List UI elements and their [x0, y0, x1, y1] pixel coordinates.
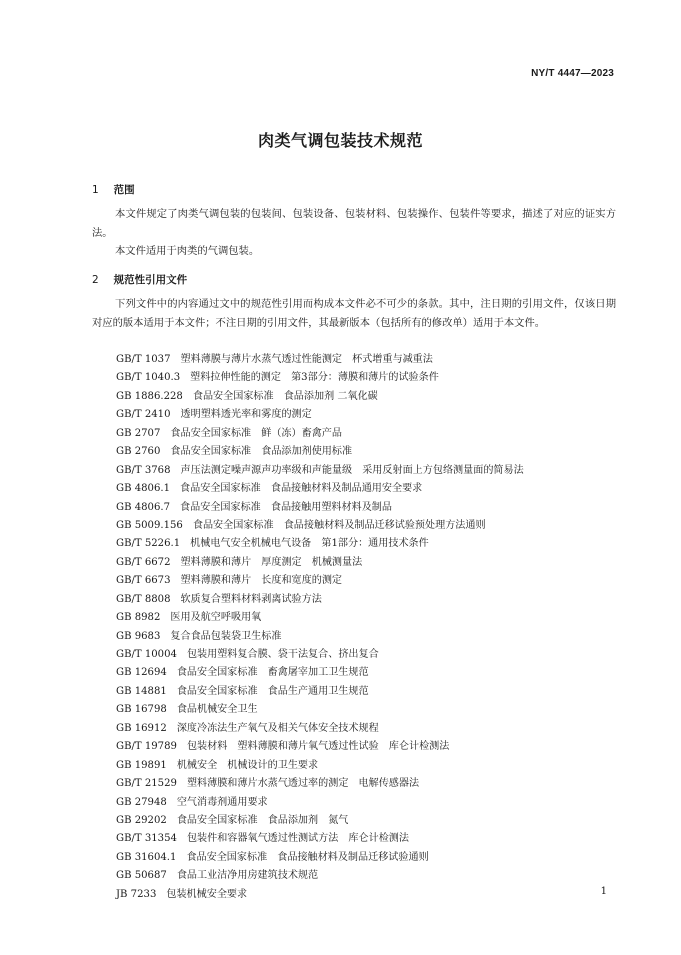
reference-code: GB/T 3768 — [116, 464, 171, 476]
reference-title: 食品安全国家标准 食品添加剂使用标准 — [170, 446, 353, 458]
reference-code: GB 4806.7 — [116, 501, 171, 513]
reference-title: 声压法测定噪声源声功率级和声能量级 采用反射面上方包络测量面的简易法 — [180, 464, 524, 476]
reference-code: GB 2707 — [116, 427, 161, 439]
reference-item — [116, 794, 524, 812]
reference-item — [116, 628, 524, 646]
reference-item — [116, 425, 524, 443]
reference-item — [116, 388, 524, 406]
reference-title: 食品安全国家标准 鲜（冻）畜禽产品 — [170, 427, 342, 439]
reference-item — [116, 775, 524, 793]
reference-item — [116, 701, 524, 719]
section-number: 1 — [92, 184, 99, 196]
document-title: 肉类气调包装技术规范 — [257, 131, 423, 150]
reference-code: GB 12694 — [116, 667, 167, 679]
reference-code: GB/T 19789 — [116, 741, 177, 753]
reference-title: 塑料拉伸性能的测定 第3部分：薄膜和薄片的试验条件 — [190, 372, 439, 384]
reference-title: 食品安全国家标准 食品生产通用卫生规范 — [176, 685, 369, 697]
reference-item — [116, 462, 524, 480]
reference-title: 食品安全国家标准 畜禽屠宰加工卫生规范 — [176, 667, 369, 679]
reference-title: 包装机械安全要求 — [166, 888, 248, 900]
reference-item — [116, 572, 524, 590]
reference-title: 塑料薄膜和薄片 长度和宽度的测定 — [180, 575, 343, 587]
reference-item — [116, 849, 524, 867]
reference-code: GB 8982 — [116, 612, 161, 624]
reference-title: 包装件和容器氧气透过性测试方法 库仑计检测法 — [186, 833, 409, 845]
reference-title: 食品机械安全卫生 — [176, 704, 258, 716]
reference-title: 食品工业洁净用房建筑技术规范 — [176, 870, 319, 882]
reference-code: GB 4806.1 — [116, 483, 171, 495]
reference-item — [116, 830, 524, 848]
reference-item — [116, 517, 524, 535]
reference-item — [116, 738, 524, 756]
section-1-paragraph-2: 本文件适用于肉类的气调包装。 — [115, 245, 260, 257]
reference-code: JB 7233 — [116, 888, 157, 900]
reference-code: GB/T 10004 — [116, 649, 177, 660]
reference-code: GB 16798 — [116, 704, 167, 716]
reference-title: 机械电气安全机械电气设备 第1部分：通用技术条件 — [190, 538, 429, 550]
reference-title: 塑料薄膜和薄片水蒸气透过率的测定 电解传感器法 — [186, 778, 420, 790]
reference-item — [116, 683, 524, 701]
reference-item — [116, 499, 524, 517]
section-2-heading — [92, 272, 187, 287]
reference-code: GB 27948 — [116, 796, 167, 808]
reference-code: GB 29202 — [116, 814, 167, 826]
standard-number: NY/T 4447—2023 — [531, 68, 614, 79]
reference-item — [116, 757, 524, 775]
reference-item — [116, 443, 524, 461]
reference-code: GB/T 31354 — [116, 833, 177, 845]
reference-item — [116, 812, 524, 830]
reference-code: GB 50687 — [116, 870, 167, 882]
reference-code: GB/T 5226.1 — [116, 538, 181, 550]
reference-item — [116, 867, 524, 885]
reference-item — [116, 646, 524, 664]
reference-title: 复合食品包装袋卫生标准 — [170, 630, 282, 642]
reference-code: GB/T 8808 — [116, 593, 171, 605]
reference-title: 深度冷冻法生产氧气及相关气体安全技术规程 — [176, 722, 379, 734]
reference-item — [116, 886, 524, 904]
reference-list — [116, 351, 524, 904]
reference-code: GB 19891 — [116, 759, 167, 771]
reference-code: GB 9683 — [116, 630, 161, 642]
section-1-heading — [92, 182, 135, 197]
reference-code: GB/T 1037 — [116, 354, 171, 365]
reference-code: GB/T 6673 — [116, 575, 171, 587]
reference-title: 食品安全国家标准 食品添加剂 二氧化碳 — [192, 390, 378, 402]
reference-title: 食品安全国家标准 食品接触材料及制品迁移试验通则 — [186, 851, 429, 863]
reference-title: 食品安全国家标准 食品接触材料及制品通用安全要求 — [180, 483, 423, 495]
reference-code: GB 5009.156 — [116, 519, 183, 531]
reference-code: GB 16912 — [116, 722, 167, 734]
reference-item — [116, 554, 524, 572]
reference-item — [116, 535, 524, 553]
reference-code: GB/T 2410 — [116, 409, 171, 421]
reference-item — [116, 609, 524, 627]
section-title: 规范性引用文件 — [113, 274, 188, 286]
reference-title: 机械安全 机械设计的卫生要求 — [176, 759, 319, 771]
reference-title: 塑料薄膜和薄片 厚度测定 机械测量法 — [180, 556, 363, 568]
reference-code: GB 14881 — [116, 685, 167, 697]
reference-code: GB 31604.1 — [116, 851, 177, 863]
reference-title: 空气消毒剂通用要求 — [176, 796, 268, 808]
reference-code: GB 2760 — [116, 446, 161, 458]
reference-title: 食品安全国家标准 食品接触材料及制品迁移试验预处理方法通则 — [192, 519, 486, 531]
reference-item — [116, 369, 524, 387]
reference-code: GB/T 21529 — [116, 778, 177, 790]
reference-title: 塑料薄膜与薄片水蒸气透过性能测定 杯式增重与减重法 — [180, 354, 433, 365]
reference-item — [116, 720, 524, 738]
section-number: 2 — [92, 274, 99, 286]
reference-title: 食品安全国家标准 食品接触用塑料材料及制品 — [180, 501, 392, 513]
reference-title: 透明塑料透光率和雾度的测定 — [180, 409, 312, 421]
reference-item — [116, 351, 524, 369]
section-title: 范围 — [113, 184, 135, 196]
reference-item — [116, 591, 524, 609]
page-number: 1 — [600, 886, 607, 897]
reference-title: 食品安全国家标准 食品添加剂 氮气 — [176, 814, 349, 826]
reference-code: GB/T 1040.3 — [116, 372, 181, 384]
reference-item — [116, 664, 524, 682]
reference-title: 医用及航空呼吸用氧 — [170, 612, 262, 624]
reference-title: 包装材料 塑料薄膜和薄片氧气透过性试验 库仑计检测法 — [186, 741, 450, 753]
reference-item — [116, 406, 524, 424]
reference-title: 软质复合塑料材料剥离试验方法 — [180, 593, 322, 605]
section-2-paragraph-1: 下列文件中的内容通过文中的规范性引用而构成本文件必不可少的条款。其中，注日期的引用文件，仅该日期对应的版本适用于本文件；不注日期的引用文件，其最新版本（包括所有的修改单）适用于本文件。 — [92, 298, 616, 329]
reference-item — [116, 480, 524, 498]
reference-code: GB 1886.228 — [116, 390, 183, 402]
reference-title: 包装用塑料复合膜、袋干法复合、挤出复合 — [186, 649, 379, 660]
reference-code: GB/T 6672 — [116, 556, 171, 568]
section-1-paragraph-1: 本文件规定了肉类气调包装的包装间、包装设备、包装材料、包装操作、包装件等要求，描述了对应的证实方法。 — [92, 208, 616, 239]
